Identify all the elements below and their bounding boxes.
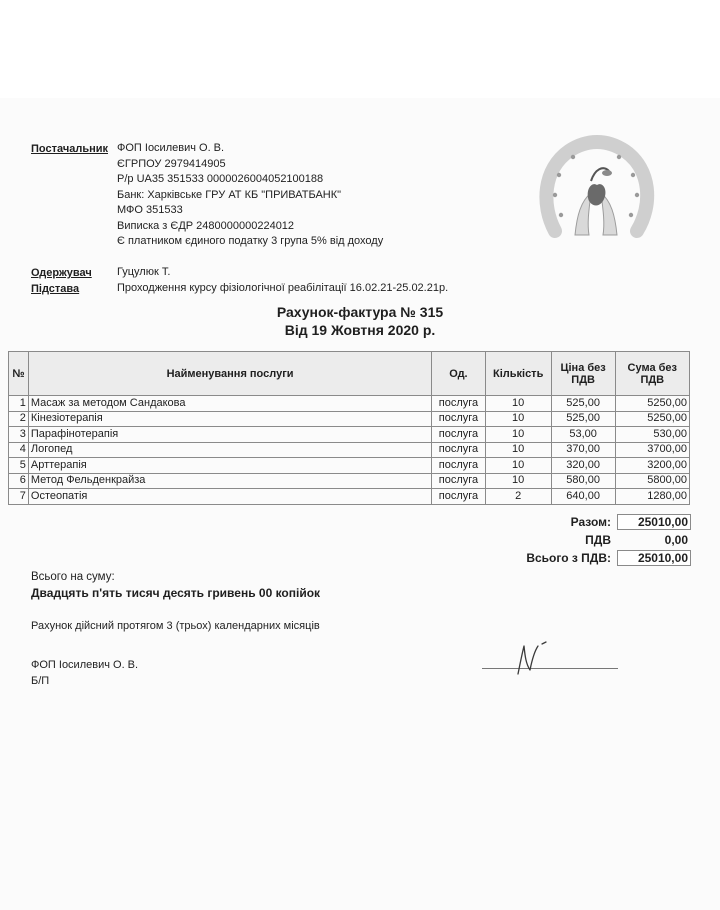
sum-words-label: Всього на суму: [31,571,115,583]
subtotal-value: 25010,00 [617,514,691,530]
vat-value: 0,00 [664,533,688,547]
cell-no: 3 [9,427,29,443]
cell-qty: 10 [485,442,551,458]
cell-name: Масаж за методом Сандакова [28,396,431,412]
cell-sum: 1280,00 [615,489,689,505]
invoice-title: Рахунок-фактура № 315 [276,304,444,320]
signer-name: ФОП Іосилевич О. В. [31,659,139,671]
cell-name: Логопед [28,442,431,458]
cell-qty: 10 [485,458,551,474]
supplier-details [117,141,383,250]
cell-unit: послуга [432,473,485,489]
supplier-line: ЄГРПОУ 2979414905 [117,157,226,170]
subtotal-row [526,513,691,531]
supplier-line: Банк: Харківське ГРУ АТ КБ "ПРИВАТБАНК" [117,188,342,201]
total-label: Всього з ПДВ: [526,551,611,565]
cell-name: Кінезіотерапія [28,411,431,427]
cell-name: Арттерапія [28,458,431,474]
cell-qty: 10 [485,396,551,412]
vat-label: ПДВ [585,533,611,547]
supplier-label: Постачальник [31,143,108,155]
cell-price: 525,00 [551,411,615,427]
cell-unit: послуга [432,411,485,427]
cell-sum: 3700,00 [615,442,689,458]
col-header-price: Ціна без ПДВ [551,352,615,396]
table-row [9,473,690,489]
cell-no: 2 [9,411,29,427]
cell-no: 4 [9,442,29,458]
subtotal-label: Разом: [570,515,611,529]
col-header-sum: Сума без ПДВ [615,352,689,396]
cell-sum: 3200,00 [615,458,689,474]
vat-row [526,531,691,549]
services-table [8,351,690,505]
cell-unit: послуга [432,489,485,505]
cell-price: 525,00 [551,396,615,412]
validity-note: Рахунок дійсний протягом 3 (трьох) календарних місяців [31,620,320,632]
handwritten-signature [508,640,554,676]
totals-block [526,513,691,567]
cell-price: 580,00 [551,473,615,489]
cell-sum: 5800,00 [615,473,689,489]
cell-sum: 530,00 [615,427,689,443]
table-row [9,458,690,474]
table-row [9,396,690,412]
cell-unit: послуга [432,442,485,458]
cell-sum: 5250,00 [615,411,689,427]
cell-qty: 10 [485,473,551,489]
cell-unit: послуга [432,427,485,443]
cell-no: 5 [9,458,29,474]
basis-label: Підстава [31,283,80,295]
cell-price: 640,00 [551,489,615,505]
cell-name: Метод Фельденкрайза [28,473,431,489]
table-header-row [9,352,690,396]
supplier-line: Виписка з ЄДР 2480000000224012 [117,219,295,232]
cell-price: 53,00 [551,427,615,443]
recipient-label: Одержувач [31,267,92,279]
cell-price: 370,00 [551,442,615,458]
stamp-note: Б/П [31,675,50,687]
cell-no: 6 [9,473,29,489]
cell-qty: 2 [485,489,551,505]
supplier-line: ФОП Іосилевич О. В. [117,142,225,154]
cell-price: 320,00 [551,458,615,474]
supplier-line: Р/р UA35 351533 0000026004052100188 [117,173,324,185]
top-margin [0,0,720,98]
cell-qty: 10 [485,427,551,443]
col-header-name: Найменування послуги [28,352,431,396]
table-row [9,411,690,427]
cell-qty: 10 [485,411,551,427]
basis-value: Проходження курсу фізіологічної реабілітації 16.02.21-25.02.21р. [117,282,449,294]
col-header-unit: Од. [432,352,485,396]
table-row [9,489,690,505]
table-row [9,442,690,458]
table-row [9,427,690,443]
total-row [526,549,691,567]
cell-unit: послуга [432,396,485,412]
cell-unit: послуга [432,458,485,474]
cell-no: 1 [9,396,29,412]
total-value: 25010,00 [617,550,691,566]
sum-words-value: Двадцять п'ять тисяч десять гривень 00 копійок [31,586,321,600]
cell-name: Парафінотерапія [28,427,431,443]
invoice-date: Від 19 Жовтня 2020 р. [284,322,436,338]
horseshoe-hands-logo-icon [535,135,657,247]
cell-no: 7 [9,489,29,505]
supplier-line: МФО 351533 [117,204,183,216]
supplier-line: Є платником єдиного податку 3 група 5% від доходу [117,235,384,247]
cell-name: Остеопатія [28,489,431,505]
recipient-value: Гуцулюк Т. [117,266,171,278]
cell-sum: 5250,00 [615,396,689,412]
col-header-no: № [9,352,29,396]
col-header-qty: Кількість [485,352,551,396]
